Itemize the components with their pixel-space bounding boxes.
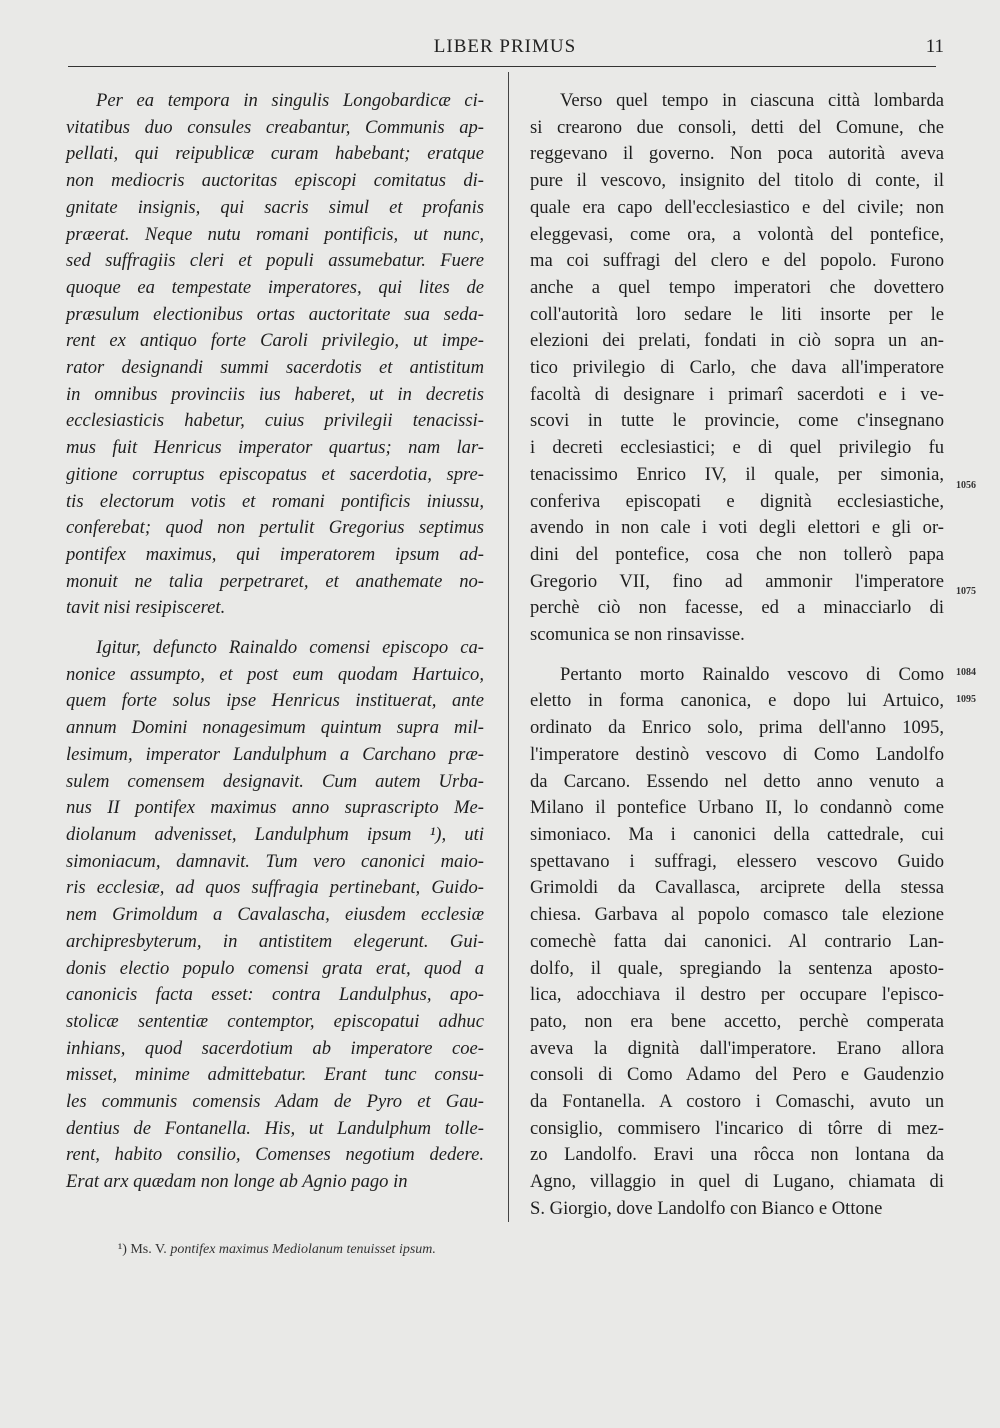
footnote-source: Ms. V. — [130, 1242, 167, 1257]
latin-line: nonice assumpto, et post eum quodam Hartuico, — [66, 663, 484, 685]
italian-line: Verso quel tempo in ciascuna città lombarda — [560, 90, 944, 111]
latin-line: Per ea tempora in singulis Longobardicæ ci- — [96, 90, 484, 111]
latin-line: nem Grimoldum a Cavalascha, eiusdem ecclesiæ — [66, 904, 484, 926]
latin-line: tavit nisi resipisceret. — [66, 597, 226, 619]
latin-line: quoque ea tempestate imperatores, qui lites de — [66, 276, 484, 298]
italian-line: anche a quel tempo imperatori che dovettero — [530, 276, 944, 298]
italian-line: comechè fatta dai canonici. Al contrario Lan- — [530, 930, 944, 952]
latin-line: diolanum advenisset, Landulphum ipsum ¹), uti — [66, 823, 484, 845]
italian-line: perchè ciò non facesse, ed a minacciarlo di — [530, 597, 944, 619]
latin-line: misset, minime admittebatur. Erant tunc consu- — [66, 1064, 484, 1086]
latin-line: canonicis facta esset: contra Landulphus, apo- — [66, 984, 484, 1006]
latin-line: mus fuit Henricus imperator quartus; nam lar- — [66, 437, 484, 459]
latin-line: quem forte solus ipse Henricus instituerat, ante — [66, 690, 484, 712]
page-number: 11 — [925, 36, 944, 57]
italian-line: i decreti ecclesiastici; e di quel privilegio fu — [530, 437, 944, 459]
italian-line: reggevano il governo. Non poca autorità aveva — [530, 143, 944, 165]
latin-line: vitatibus duo consules creabantur, Communis ap- — [66, 116, 484, 138]
margin-year: 1095 — [956, 694, 976, 705]
footnote-text: pontifex maximus Mediolanum tenuisset ipsum. — [170, 1242, 436, 1257]
latin-paragraph — [66, 635, 484, 1196]
italian-line: Milano il pontefice Urbano II, lo condannò come — [530, 797, 944, 819]
italian-line: Agno, villaggio in quel di Lugano, chiamata di — [530, 1171, 944, 1193]
italian-line: scomunica se non rinsavisse. — [530, 624, 745, 646]
latin-line: rent ex antiquo forte Caroli privilegio, ut impe- — [66, 330, 484, 352]
latin-line: Erat arx quædam non longe ab Agnio pago in — [66, 1171, 408, 1193]
italian-line: zo Landolfo. Eravi una rôcca non lontana da — [530, 1144, 944, 1166]
latin-line: in omnibus provinciis ius haberet, ut in decretis — [66, 383, 484, 405]
latin-line: ecclesiasticis habetur, cuius privilegii tenacissi- — [66, 410, 484, 432]
latin-line: pellati, qui reipublicæ curam habebant; eratque — [66, 143, 484, 165]
latin-line: præerat. Neque nutu romani pontificis, ut nunc, — [66, 223, 484, 245]
italian-line: chiesa. Garbava al popolo comasco tale elezione — [530, 904, 944, 926]
italian-line: quale era capo dell'ecclesiastico e del civile; non — [530, 196, 944, 218]
italian-line: lica, adocchiava il destro per occupare l'episco- — [530, 984, 944, 1006]
latin-line: præsulum electionibus ortas auctoritate sua seda- — [66, 303, 484, 325]
latin-line: simoniacum, damnavit. Tum vero canonici maio- — [66, 850, 484, 872]
italian-line: dolfo, il quale, spregiando la sentenza aposto- — [530, 957, 944, 979]
italian-line: ma coi suffragi del clero e del popolo. Furono — [530, 250, 944, 272]
latin-line: conferebat; quod non pertulit Gregorius septimus — [66, 517, 484, 539]
italian-line: consoli di Como Adamo del Pero e Gaudenzio — [530, 1064, 944, 1086]
italian-line: avendo in non cale i voti degli elettori e gli or- — [530, 517, 944, 539]
italian-line: eletto in forma canonica, e dopo lui Artuico, — [530, 690, 944, 712]
italian-line: spettavano i suffragi, elessero vescovo Guido — [530, 850, 944, 872]
italian-line: dini del pontefice, cosa che non tollerò papa — [530, 543, 944, 565]
latin-paragraph — [66, 88, 484, 622]
italian-line: simoniaco. Ma i canonici della cattedrale, cui — [530, 823, 944, 845]
margin-year: 1056 — [956, 480, 976, 491]
italian-paragraph — [530, 662, 944, 1223]
italian-line: S. Giorgio, dove Landolfo con Bianco e Ottone — [530, 1197, 883, 1219]
margin-year: 1075 — [956, 586, 976, 597]
running-title: LIBER PRIMUS — [433, 36, 577, 57]
italian-line: aveva la dignità dall'imperatore. Erano allora — [530, 1037, 944, 1059]
latin-line: sed suffragiis cleri et populi assumebatur. Fuere — [66, 250, 484, 272]
italian-line: elezioni dei prelati, fondati in ciò sopra un an- — [530, 330, 944, 352]
italian-line: ordinato da Enrico solo, prima dell'anno 1095, — [530, 717, 944, 739]
margin-year: 1084 — [956, 667, 976, 678]
latin-line: donis electio populo comensi grata erat, quod a — [66, 957, 484, 979]
italian-line: Grimoldi da Cavallasca, arciprete della stessa — [530, 877, 944, 899]
italian-line: facoltà di designare i primarî sacerdoti e i ve- — [530, 383, 944, 405]
latin-line: non mediocris auctoritas episcopi comitatus di- — [66, 170, 484, 192]
latin-line: rator designandi summi sacerdotis et antistitum — [66, 357, 484, 379]
latin-line: pontifex maximus, qui imperatorem ipsum ad- — [66, 543, 484, 565]
italian-line: eleggevasi, come ora, a volontà del pontefice, — [530, 223, 944, 245]
latin-line: sulem comensem designavit. Cum autem Urba- — [66, 770, 484, 792]
latin-line: stolicæ sententiæ contemptor, episcopatui adhuc — [66, 1010, 484, 1032]
latin-line: rent, habito consilio, Comenses negotium dedere. — [66, 1144, 484, 1166]
italian-line: scovi in tutte le provincie, come c'insegnano — [530, 410, 944, 432]
latin-line: les communis comensis Adam de Pyro et Gau- — [66, 1091, 484, 1113]
latin-line: nus II pontifex maximus anno suprascripto Me- — [66, 797, 484, 819]
italian-line: da Carcano. Essendo nel detto anno venuto a — [530, 770, 944, 792]
latin-line: tis electorum votis et romani pontificis iniussu, — [66, 490, 484, 512]
latin-line: monuit ne talia perpetraret, et anathemate no- — [66, 570, 484, 592]
italian-line: l'imperatore destinò vescovo di Como Landolfo — [530, 743, 944, 765]
latin-text-column — [66, 88, 484, 1196]
latin-line: gitione corruptus episcopatus et sacerdotia, spre- — [66, 463, 484, 485]
italian-line: conferiva episcopati e dignità ecclesiastiche, — [530, 490, 944, 512]
italian-line: pure il vescovo, insignito del titolo di conte, il — [530, 170, 944, 192]
italian-line: coll'autorità loro sedare le liti insorte per le — [530, 303, 944, 325]
italian-line: consiglio, commisero l'incarico di tôrre di mez- — [530, 1117, 944, 1139]
latin-line: archipresbyterum, in antistitem elegerunt. Gui- — [66, 930, 484, 952]
latin-line: ris ecclesiæ, ad quos suffragia pertinebant, Guido- — [66, 877, 484, 899]
footnote-marker: ¹) — [118, 1242, 127, 1257]
italian-line: si crearono due consoli, detti del Comune, che — [530, 116, 944, 138]
header-rule — [68, 66, 936, 67]
italian-line: tenacissimo Enrico IV, il quale, per simonia, — [530, 463, 944, 485]
italian-text-column — [530, 88, 944, 1223]
italian-paragraph — [530, 88, 944, 649]
latin-line: inhians, quod sacerdotium ab imperatore coe- — [66, 1037, 484, 1059]
latin-line: gnitate insignis, qui sacris simul et profanis — [66, 196, 484, 218]
latin-line: annum Domini nonagesimum quintum supra mil- — [66, 717, 484, 739]
latin-line: dentius de Fontanella. His, ut Landulphum tolle- — [66, 1117, 484, 1139]
italian-line: da Fontanella. A costoro i Comaschi, avuto un — [530, 1091, 944, 1113]
italian-line: pato, non era bene accetto, perchè comperata — [530, 1010, 944, 1032]
footnote — [118, 1242, 436, 1258]
column-divider — [508, 72, 509, 1222]
latin-line: Igitur, defuncto Rainaldo comensi episcopo ca- — [96, 637, 484, 659]
italian-line: Pertanto morto Rainaldo vescovo di Como — [560, 663, 944, 685]
italian-line: Gregorio VII, fino ad ammonir l'imperatore — [530, 570, 944, 592]
latin-line: lesimum, imperator Landulphum a Carchano præ- — [66, 743, 484, 765]
italian-line: tico privilegio di Carlo, che dava all'imperatore — [530, 357, 944, 379]
